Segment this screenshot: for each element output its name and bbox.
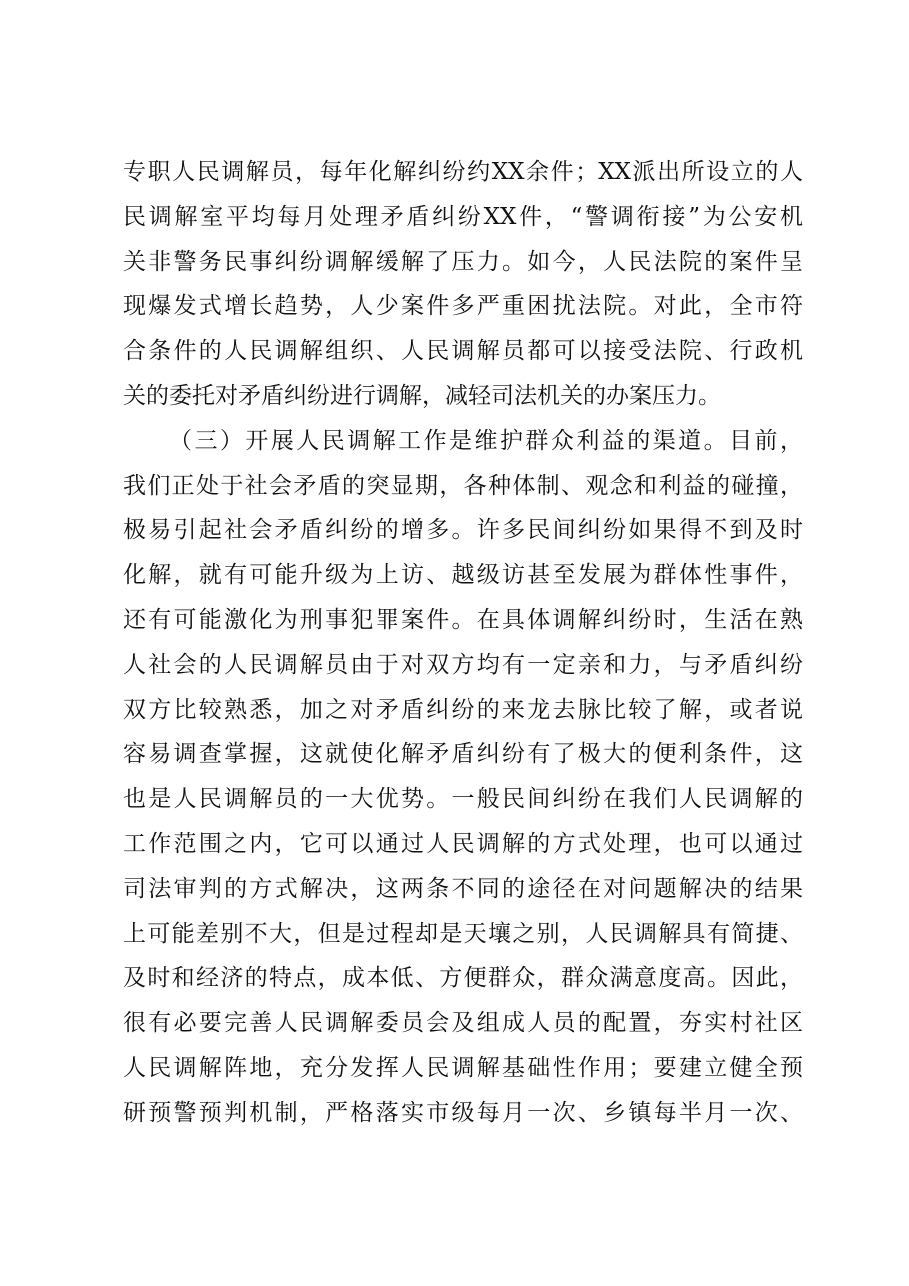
body-text xyxy=(123,150,803,1136)
text-line: 上可能差别不大，但是过程却是天壤之别，人民调解具有简捷、 xyxy=(123,920,803,947)
text-line: 工作范围之内，它可以通过人民调解的方式处理，也可以通过 xyxy=(123,830,803,857)
text-line: 及时和经济的特点，成本低、方便群众，群众满意度高。因此， xyxy=(123,965,803,992)
text-line: 关非警务民事纠纷调解缓解了压力。如今，人民法院的案件呈 xyxy=(123,248,803,275)
paragraph-end-line: 关的委托对矛盾纠纷进行调解，减轻司法机关的办案压力。 xyxy=(123,382,721,409)
text-line: 合条件的人民调解组织、人民调解员都可以接受法院、行政机 xyxy=(123,338,803,365)
text-line: 司法审判的方式解决，这两条不同的途径在对问题解决的结果 xyxy=(123,875,803,902)
text-line: 人社会的人民调解员由于对双方均有一定亲和力，与矛盾纠纷 xyxy=(123,651,803,678)
text-line: 民调解室平均每月处理矛盾纠纷XX件，“警调衔接”为公安机 xyxy=(123,203,803,230)
text-line: 人民调解阵地，充分发挥人民调解基础性作用；要建立健全预 xyxy=(123,1054,803,1081)
text-line: 我们正处于社会矛盾的突显期，各种体制、观念和利益的碰撞， xyxy=(123,472,803,499)
text-line: 现爆发式增长趋势，人少案件多严重困扰法院。对此，全市符 xyxy=(123,293,803,320)
text-line: 极易引起社会矛盾纠纷的增多。许多民间纠纷如果得不到及时 xyxy=(123,517,803,544)
text-line: 化解，就有可能升级为上访、越级访甚至发展为群体性事件， xyxy=(123,562,803,589)
text-line: 专职人民调解员，每年化解纠纷约XX余件；XX派出所设立的人 xyxy=(123,159,803,185)
text-line: 还有可能激化为刑事犯罪案件。在具体调解纠纷时，生活在熟 xyxy=(123,606,803,633)
section-heading-line: （三）开展人民调解工作是维护群众利益的渠道。目前， xyxy=(169,427,803,454)
text-line: 双方比较熟悉，加之对矛盾纠纷的来龙去脉比较了解，或者说 xyxy=(123,696,803,723)
text-line: 研预警预判机制，严格落实市级每月一次、乡镇每半月一次、 xyxy=(123,1099,803,1126)
text-line: 很有必要完善人民调解委员会及组成人员的配置，夯实村社区 xyxy=(123,1010,803,1037)
text-line: 也是人民调解员的一大优势。一般民间纠纷在我们人民调解的 xyxy=(123,786,803,813)
text-line: 容易调查掌握，这就使化解矛盾纠纷有了极大的便利条件，这 xyxy=(123,741,803,768)
